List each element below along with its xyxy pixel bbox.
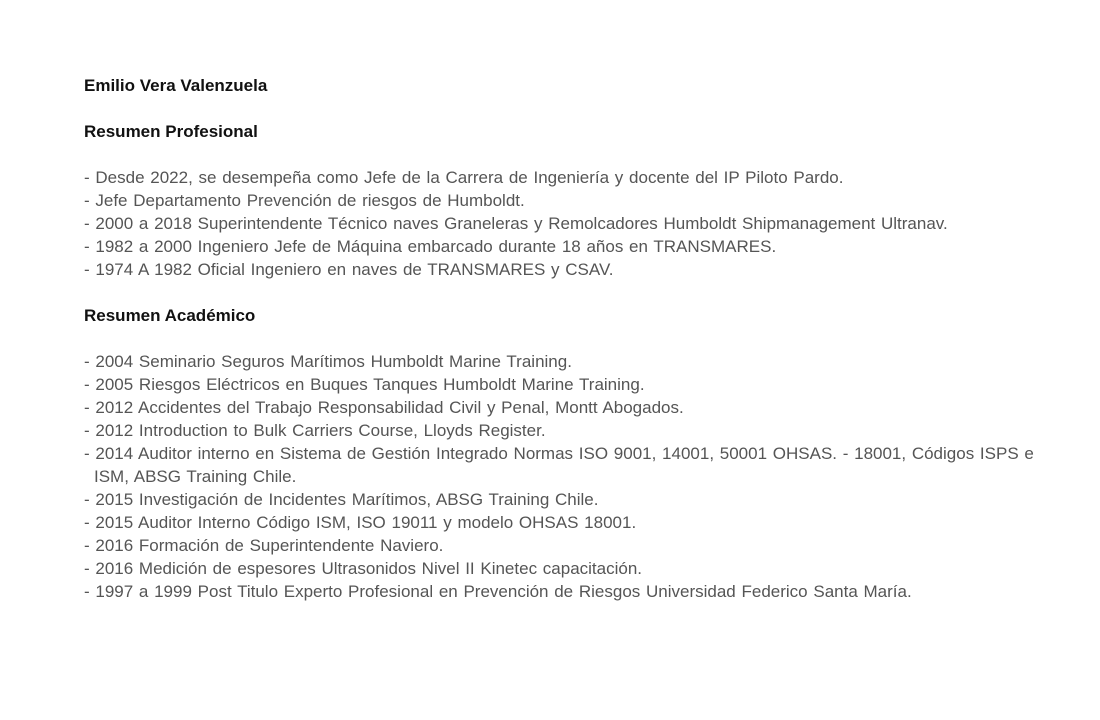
list-item: - 2012 Introduction to Bulk Carriers Course, Lloyds Register. xyxy=(84,421,546,440)
list-item: - 2015 Investigación de Incidentes Marítimos, ABSG Training Chile. xyxy=(84,490,599,509)
academic-summary-list xyxy=(84,350,1044,603)
list-item: - 2016 Medición de espesores Ultrasonidos Nivel II Kinetec capacitación. xyxy=(84,559,643,578)
professional-summary-title: Resumen Profesional xyxy=(84,122,258,141)
section-spacer xyxy=(84,281,1044,304)
list-item: - 2014 Auditor interno en Sistema de Gestión Integrado Normas ISO 9001, 14001, 50001 OHSAS. - 18001, Códigos ISPS e ISM, ABSG Training Chile. xyxy=(84,444,1034,486)
person-name: Emilio Vera Valenzuela xyxy=(84,76,268,95)
academic-summary-title: Resumen Académico xyxy=(84,306,256,325)
list-item: - 2005 Riesgos Eléctricos en Buques Tanques Humboldt Marine Training. xyxy=(84,375,645,394)
list-item: - 1997 a 1999 Post Titulo Experto Profesional en Prevención de Riesgos Universidad Federico Santa María. xyxy=(84,582,912,601)
list-item: - 2004 Seminario Seguros Marítimos Humboldt Marine Training. xyxy=(84,352,572,371)
list-item: - 2016 Formación de Superintendente Naviero. xyxy=(84,536,444,555)
list-item: - Desde 2022, se desempeña como Jefe de la Carrera de Ingeniería y docente del IP Piloto Pardo. xyxy=(84,168,844,187)
list-item: - 2015 Auditor Interno Código ISM, ISO 19011 y modelo OHSAS 18001. xyxy=(84,513,637,532)
resume-document xyxy=(84,74,1044,603)
list-item: - 2000 a 2018 Superintendente Técnico naves Graneleras y Remolcadores Humboldt Shipmanagement Ultranav. xyxy=(84,214,948,233)
list-item: - 1982 a 2000 Ingeniero Jefe de Máquina embarcado durante 18 años en TRANSMARES. xyxy=(84,237,777,256)
list-item: - 2012 Accidentes del Trabajo Responsabilidad Civil y Penal, Montt Abogados. xyxy=(84,398,684,417)
professional-summary-list xyxy=(84,166,1044,281)
list-item: - 1974 A 1982 Oficial Ingeniero en naves de TRANSMARES y CSAV. xyxy=(84,260,614,279)
list-item: - Jefe Departamento Prevención de riesgos de Humboldt. xyxy=(84,191,525,210)
